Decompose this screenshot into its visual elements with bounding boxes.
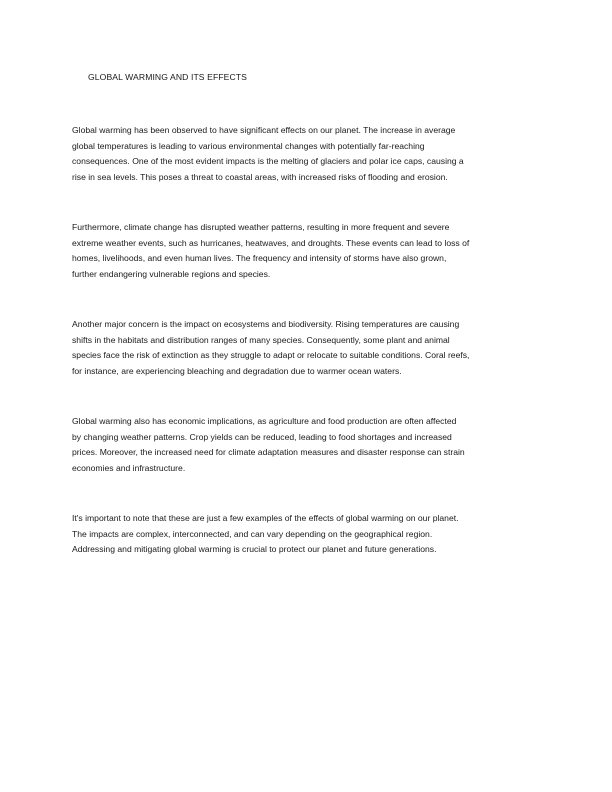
paragraph-line: Another major concern is the impact on ecosystems and biodiversity. Rising temperatures are causing: [72, 319, 460, 329]
paragraph-line: Addressing and mitigating global warming is crucial to protect our planet and future generations.: [72, 544, 437, 554]
paragraph-line: It's important to note that these are just a few examples of the effects of global warming on our planet.: [72, 513, 459, 523]
paragraph-line: economies and infrastructure.: [72, 462, 186, 473]
paragraph-line: shifts in the habitats and distribution ranges of many species. Consequently, some plant and animal: [72, 334, 450, 345]
paragraph-line: Global warming has been observed to have significant effects on our planet. The increase in average: [72, 125, 456, 135]
paragraph-line: Global warming also has economic implications, as agriculture and food production are often affected: [72, 416, 457, 426]
paragraph-1: [72, 123, 542, 185]
document-title: GLOBAL WARMING AND ITS EFFECTS: [88, 72, 247, 82]
paragraph-line: by changing weather patterns. Crop yields can be reduced, leading to food shortages and increased: [72, 431, 452, 442]
paragraph-line: prices. Moreover, the increased need for climate adaptation measures and disaster response can strain: [72, 447, 465, 457]
paragraph-line: Furthermore, climate change has disrupted weather patterns, resulting in more frequent and severe: [72, 222, 450, 232]
paragraph-line: rise in sea levels. This poses a threat to coastal areas, with increased risks of flooding and erosion.: [72, 171, 448, 182]
paragraph-line: The impacts are complex, interconnected, and can vary depending on the geographical region.: [72, 528, 433, 539]
paragraph-line: homes, livelihoods, and even human lives. The frequency and intensity of storms have also grown,: [72, 253, 447, 263]
paragraph-line: further endangering vulnerable regions and species.: [72, 268, 271, 279]
paragraph-line: for instance, are experiencing bleaching and degradation due to warmer ocean waters.: [72, 365, 402, 376]
paragraph-2: [72, 220, 542, 282]
paragraph-line: consequences. One of the most evident impacts is the melting of glaciers and polar ice caps, causing a: [72, 156, 464, 166]
paragraph-3: [72, 317, 542, 379]
paragraph-line: species face the risk of extinction as they struggle to adapt or relocate to suitable conditions. Coral reefs,: [72, 350, 470, 360]
paragraph-line: global temperatures is leading to various environmental changes with potentially far-reaching: [72, 140, 425, 151]
paragraph-line: extreme weather events, such as hurricanes, heatwaves, and droughts. These events can lead to loss of: [72, 237, 470, 248]
paragraph-5: [72, 511, 542, 558]
paragraph-4: [72, 414, 542, 476]
